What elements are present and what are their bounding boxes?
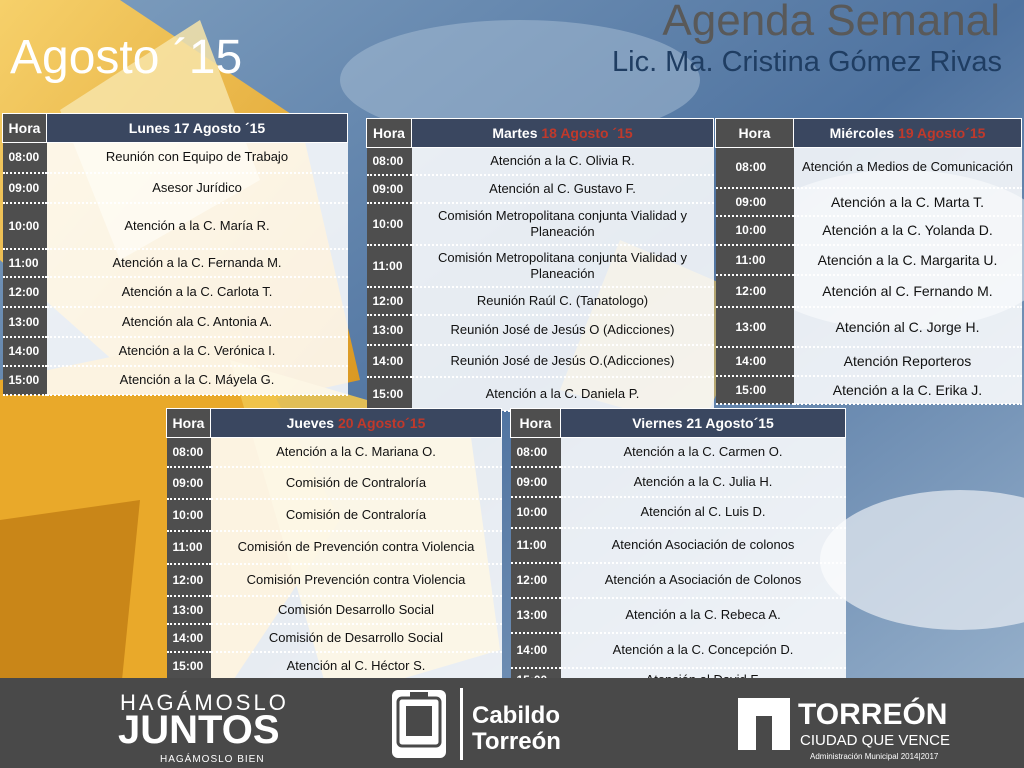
day-date: 18 Agosto ´15 — [541, 125, 633, 141]
event-cell: Atención a la C. Concepción D. — [561, 633, 846, 668]
schedule-row — [367, 345, 714, 377]
event-cell: Atención ala C. Antonia A. — [47, 307, 348, 337]
time-cell: 10:00 — [367, 203, 412, 245]
time-cell: 14:00 — [3, 337, 47, 366]
time-cell: 14:00 — [167, 624, 211, 652]
day-label: Martes — [492, 125, 542, 141]
schedule-monday — [2, 113, 348, 396]
event-cell: Comisión Metropolitana conjunta Vialidad y Planeación — [412, 245, 714, 287]
event-cell: Comisión Metropolitana conjunta Vialidad y Planeación — [412, 203, 714, 245]
time-cell: 11:00 — [3, 249, 47, 277]
event-cell: Comisión de Contraloría — [211, 499, 502, 531]
schedule-row — [367, 148, 714, 175]
time-cell: 11:00 — [367, 245, 412, 287]
schedule-wednesday — [715, 118, 1022, 405]
cabildo-line1: Cabildo — [472, 702, 560, 729]
day-label: Miércoles — [829, 125, 899, 141]
event-cell: Atención al C. Jorge H. — [794, 307, 1022, 347]
time-cell: 12:00 — [3, 277, 47, 307]
schedule-friday — [510, 408, 846, 693]
schedule-row — [716, 245, 1022, 275]
day-header — [47, 114, 348, 143]
admin-label: Administración Municipal 2014|2017 — [810, 752, 939, 761]
event-cell: Comisión Prevención contra Violencia — [211, 564, 502, 596]
time-cell: 11:00 — [167, 531, 211, 564]
event-cell: Atención a Medios de Comunicación — [794, 148, 1022, 188]
time-cell: 10:00 — [167, 499, 211, 531]
footer-bar — [0, 678, 1024, 768]
schedule-row — [167, 531, 502, 564]
schedule-row — [167, 596, 502, 624]
time-cell: 13:00 — [716, 307, 794, 347]
time-cell: 09:00 — [367, 175, 412, 203]
day-header — [211, 409, 502, 438]
event-cell: Atención a la C. Margarita U. — [794, 245, 1022, 275]
schedule-row — [716, 188, 1022, 216]
event-cell: Atención a la C. Rebeca A. — [561, 598, 846, 633]
schedule-row — [716, 347, 1022, 376]
event-cell: Atención Asociación de colonos — [561, 528, 846, 563]
time-cell: 09:00 — [511, 467, 561, 497]
schedule-row — [167, 499, 502, 531]
event-cell: Atención a la C. María R. — [47, 203, 348, 249]
schedule-row — [367, 287, 714, 315]
time-cell: 13:00 — [3, 307, 47, 337]
time-cell: 10:00 — [3, 203, 47, 249]
schedule-row — [716, 275, 1022, 307]
schedule-thursday — [166, 408, 502, 681]
month-title: Agosto ´15 — [10, 31, 243, 84]
event-cell: Comisión Desarrollo Social — [211, 596, 502, 624]
time-cell: 10:00 — [716, 216, 794, 245]
time-cell: 09:00 — [716, 188, 794, 216]
schedule-row — [511, 528, 846, 563]
event-cell: Reunión con Equipo de Trabajo — [47, 143, 348, 173]
time-cell: 15:00 — [716, 376, 794, 404]
city-name: TORREÓN — [798, 698, 948, 731]
schedule-row — [511, 563, 846, 598]
event-cell: Atención a la C. Mariana O. — [211, 438, 502, 467]
time-cell: 08:00 — [3, 143, 47, 173]
event-cell: Atención Reporteros — [794, 347, 1022, 376]
schedule-row — [167, 624, 502, 652]
time-cell: 08:00 — [367, 148, 412, 175]
schedule-row — [511, 598, 846, 633]
time-cell: 12:00 — [167, 564, 211, 596]
time-cell: 11:00 — [716, 245, 794, 275]
event-cell: Atención a la C. Marta T. — [794, 188, 1022, 216]
time-cell: 13:00 — [167, 596, 211, 624]
event-cell: Atención a la C. Erika J. — [794, 376, 1022, 404]
time-cell: 08:00 — [716, 148, 794, 188]
hour-header: Hora — [3, 114, 47, 143]
event-cell: Atención a la C. Máyela G. — [47, 366, 348, 395]
time-cell: 11:00 — [511, 528, 561, 563]
schedule-row — [367, 315, 714, 345]
event-cell: Comisión de Desarrollo Social — [211, 624, 502, 652]
slogan-top: HAGÁMOSLO — [120, 690, 289, 715]
event-cell: Atención a la C. Carmen O. — [561, 438, 846, 467]
hour-header: Hora — [367, 119, 412, 148]
time-cell: 15:00 — [367, 377, 412, 411]
slogan-bottom: HAGÁMOSLO BIEN — [160, 754, 265, 765]
event-cell: Comisión de Prevención contra Violencia — [211, 531, 502, 564]
hour-header: Hora — [167, 409, 211, 438]
event-cell: Atención a la C. Daniela P. — [412, 377, 714, 411]
time-cell: 14:00 — [511, 633, 561, 668]
official-name: Lic. Ma. Cristina Gómez Rivas — [612, 46, 1002, 78]
event-cell: Atención a la C. Verónica I. — [47, 337, 348, 366]
cabildo-line2: Torreón — [472, 728, 561, 755]
torreon-logo-icon — [738, 698, 790, 750]
time-cell: 15:00 — [167, 652, 211, 680]
schedule-row — [716, 376, 1022, 404]
time-cell: 14:00 — [716, 347, 794, 376]
schedule-tuesday — [366, 118, 714, 412]
event-cell: Reunión José de Jesús O (Adicciones) — [412, 315, 714, 345]
slogan-main: JUNTOS — [118, 708, 280, 752]
schedule-row — [511, 633, 846, 668]
day-header — [561, 409, 846, 438]
schedule-row — [3, 307, 348, 337]
time-cell: 12:00 — [367, 287, 412, 315]
event-cell: Atención al C. Fernando M. — [794, 275, 1022, 307]
event-cell: Reunión José de Jesús O.(Adicciones) — [412, 345, 714, 377]
time-cell: 15:00 — [3, 366, 47, 395]
city-tagline: CIUDAD QUE VENCE — [800, 732, 951, 749]
event-cell: Atención al C. Héctor S. — [211, 652, 502, 680]
time-cell: 09:00 — [167, 467, 211, 499]
event-cell: Atención a Asociación de Colonos — [561, 563, 846, 598]
time-cell: 09:00 — [3, 173, 47, 203]
day-label: Jueves — [286, 415, 338, 431]
schedule-row — [3, 173, 348, 203]
schedule-row — [367, 377, 714, 411]
day-header — [794, 119, 1022, 148]
day-label: Lunes 17 Agosto ´15 — [128, 120, 266, 136]
schedule-row — [511, 438, 846, 467]
agenda-title: Agenda Semanal — [662, 0, 1000, 45]
schedule-row — [3, 337, 348, 366]
schedule-row — [367, 245, 714, 287]
schedule-row — [511, 467, 846, 497]
time-cell: 13:00 — [367, 315, 412, 345]
event-cell: Atención al C. Gustavo F. — [412, 175, 714, 203]
event-cell: Atención al C. Luis D. — [561, 497, 846, 528]
schedule-row — [3, 249, 348, 277]
time-cell: 10:00 — [511, 497, 561, 528]
time-cell: 13:00 — [511, 598, 561, 633]
schedule-row — [367, 203, 714, 245]
schedule-row — [716, 148, 1022, 188]
time-cell: 08:00 — [167, 438, 211, 467]
schedule-row — [3, 366, 348, 395]
schedule-row — [716, 216, 1022, 245]
schedule-row — [716, 307, 1022, 347]
day-label: Viernes 21 Agosto´15 — [632, 415, 774, 431]
event-cell: Atención a la C. Yolanda D. — [794, 216, 1022, 245]
schedule-row — [3, 277, 348, 307]
schedule-row — [367, 175, 714, 203]
time-cell: 12:00 — [511, 563, 561, 598]
schedule-row — [167, 652, 502, 680]
event-cell: Atención a la C. Olivia R. — [412, 148, 714, 175]
schedule-row — [3, 203, 348, 249]
schedule-row — [167, 564, 502, 596]
time-cell: 12:00 — [716, 275, 794, 307]
footer-divider — [460, 688, 463, 760]
day-date: 20 Agosto´15 — [337, 415, 426, 431]
event-cell: Comisión de Contraloría — [211, 467, 502, 499]
day-date: 19 Agosto´15 — [898, 125, 986, 141]
schedule-row — [167, 467, 502, 499]
event-cell: Atención a la C. Julia H. — [561, 467, 846, 497]
schedule-row — [511, 497, 846, 528]
time-cell: 14:00 — [367, 345, 412, 377]
event-cell: Atención a la C. Carlota T. — [47, 277, 348, 307]
event-cell: Asesor Jurídico — [47, 173, 348, 203]
schedule-row — [3, 143, 348, 173]
hour-header: Hora — [716, 119, 794, 148]
time-cell: 08:00 — [511, 438, 561, 467]
schedule-row — [167, 438, 502, 467]
hour-header: Hora — [511, 409, 561, 438]
event-cell: Reunión Raúl C. (Tanatologo) — [412, 287, 714, 315]
day-header — [412, 119, 714, 148]
event-cell: Atención a la C. Fernanda M. — [47, 249, 348, 277]
city-seal-icon — [388, 686, 450, 762]
